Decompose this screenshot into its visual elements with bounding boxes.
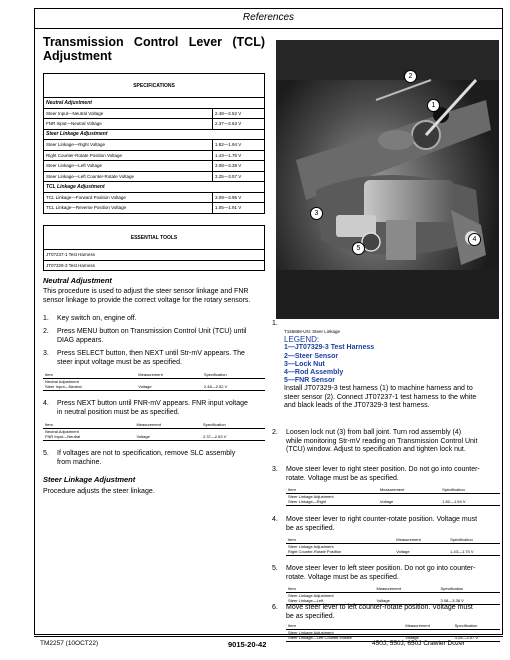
legend-item: 4—Rod Assembly [284,369,344,377]
photo-illustration [276,40,499,319]
callout-4: 4 [468,233,481,246]
callout-1: 1 [427,99,440,112]
table-group: Steer Linkage Adjustment [288,629,334,635]
step-text: and black leads of the JT07329-3 test harness. [284,401,430,409]
step-number: 2. [43,328,49,335]
step-text: Install JT07329-3 test harness (1) to machine harness and to [284,385,473,393]
spec-group: TCL Linkage Adjustment [44,182,265,193]
spec-row [44,161,265,172]
step-text: Move steer lever to left counter-rotate position. Voltage must [286,604,473,611]
spec-group: Steer Linkage Adjustment [44,129,265,140]
step-text: while monitoring Str-mV reading on Transmission Control Unit [286,437,478,445]
neutral-adjustment-heading: Neutral Adjustment [43,276,112,285]
table-group: Steer Linkage Adjustment [288,543,334,549]
spec-value: 1.43—1.75 V [213,150,265,161]
col-item: Item [286,487,378,493]
table-label: Steer Linkage—Right [286,499,378,505]
tool-label: JT07329-3 Test Harness [44,260,265,271]
tools-heading: ESSENTIAL TOOLS [44,226,265,250]
steer-right-table [286,487,500,506]
page-title [43,35,265,63]
step-text: DIAG appears. [57,336,104,344]
spec-label: Steer Linkage—Left Voltage [44,161,213,172]
footer-doc-id: TM2257 (10OCT22) [40,640,99,647]
legend-item: 1—JT07329-3 Test Harness [284,344,375,352]
spec-value: 1.05—1.91 V [213,203,265,214]
col-measurement: Measurement [403,623,452,629]
legend-item: 5—FNR Sensor [284,377,335,385]
step-text: steer input voltage must be as specified. [57,358,182,366]
title-word: Lever [188,35,223,49]
title-word: Transmission [43,35,124,49]
spec-label: Right Counter-Rotate Position Voltage [44,150,213,161]
step-number: 2. [272,429,278,436]
col-item: Item [43,422,134,428]
col-spec: Specification [453,623,500,629]
neutral-fnr-table [43,422,265,441]
legend-item: 3—Lock Nut [284,360,325,368]
step-text: be as specified. [286,612,335,620]
col-item: Item [43,372,136,378]
callout-5: 5 [352,242,365,255]
step-text: from machine. [57,458,102,466]
step-text: Move steer lever to left steer position. Do not go into counter- [286,565,476,572]
footer-divider [34,636,503,637]
section-header: References [242,12,295,23]
step-text: (TCU) window. Adjust to specification and tighten lock nut. [286,446,466,453]
specifications-heading: SPECIFICATIONS [44,74,265,98]
neutral-steer-table [43,372,265,391]
table-value: 1.82—1.94 V [440,499,500,505]
step-text: steer sensor (2). Connect JT07237-1 test harness to the white [284,393,477,401]
spec-label: TCL Linkage—Forward Position Voltage [44,192,213,203]
legend-title: LEGEND: [284,335,320,345]
table-label: FNR Input—Neutral [43,434,134,440]
step-text: Move steer lever to right steer position. Do not go into counter- [286,466,480,473]
table-label: Steer Input—Neutral [43,384,136,390]
page-content [34,8,503,641]
step-text: Key switch on, engine off. [57,315,137,322]
col-item: Item [286,623,403,629]
table-measurement: Voltage [136,384,202,390]
right-step-1-number: 1. [272,320,278,327]
title-line-2: Adjustment [43,49,112,63]
table-measurement: Voltage [374,598,438,604]
table-measurement: Voltage [394,549,448,555]
table-measurement: Voltage [378,499,440,505]
col-measurement: Measurement [374,586,438,592]
step-text: Move steer lever to right counter-rotate position. Voltage must [286,516,478,523]
col-item: Item [286,586,374,592]
essential-tools-table [43,225,265,271]
table-value: 3.25—3.57 V [453,635,500,641]
col-measurement: Measurement [378,487,440,493]
step-text: Press SELECT button, then NEXT until Str-mV appears. The [57,350,245,357]
spec-label: Steer Linkage—Left Counter-Rotate Voltage [44,171,213,182]
step-text: Press MENU button on Transmission Control Unit (TCU) until [57,328,247,335]
table-label: Steer Linkage—Left Counter-Rotate [286,635,403,641]
step-text: in neutral position must be as specified. [57,408,180,416]
callout-3: 3 [310,207,323,220]
neutral-intro [43,288,265,305]
col-measurement: Measurement [394,537,448,543]
spec-value: 2.37—2.63 V [213,119,265,130]
tool-row [44,260,265,271]
table-group: Steer Linkage Adjustment [288,592,334,598]
spec-group: Neutral Adjustment [44,98,265,109]
col-measurement: Measurement [134,422,201,428]
spec-row [44,192,265,203]
spec-label: Steer Input—Neutral Voltage [44,108,213,119]
tool-label: JT07237-1 Test Harness [44,250,265,261]
callout-2: 2 [404,70,417,83]
step-number: 4. [272,516,278,523]
step-text: Press NEXT button until FNR-mV appears. FNR input voltage [57,400,248,407]
intro-line: This procedure is used to adjust the steer sensor linkage and FNR [43,288,249,295]
left-counter-rotate-table [286,623,500,642]
table-value: 2.37—2.63 V [201,434,265,440]
tool-row [44,250,265,261]
step-number: 5. [272,565,278,572]
step-number: 3. [272,466,278,473]
step-text: Loosen lock nut (3) from ball joint. Turn rod assembly (4) [286,429,462,436]
col-measurement: Measurement [136,372,202,378]
table-value: 1.43—1.75 V [448,549,500,555]
spec-row [44,203,265,214]
spec-value: 1.82—1.94 V [213,140,265,151]
spec-value: 3.25—3.57 V [213,171,265,182]
col-spec: Specification [202,372,265,378]
table-value: 2.48—2.52 V [202,384,265,390]
step-text: rotate. Voltage must be as specified. [286,573,399,581]
step-text: be as specified. [286,524,335,532]
title-word: (TCL) [232,35,265,49]
spec-row [44,150,265,161]
col-spec: Specification [440,487,500,493]
footer-model: 450J, 550J, 650J Crawler Dozer [372,640,465,647]
step-text: rotate. Voltage must be as specified. [286,474,399,482]
title-word: Control [133,35,179,49]
table-measurement: Voltage [403,635,452,641]
table-label: Steer Linkage—Left [286,598,374,604]
spec-label: FNR Input—Neutral Voltage [44,119,213,130]
table-measurement: Voltage [134,434,201,440]
steer-linkage-heading: Steer Linkage Adjustment [43,475,136,484]
col-spec: Specification [448,537,500,543]
table-value: 3.08—3.38 V [438,598,500,604]
footer-page-number: 9015-20-42 [228,640,267,649]
table-group: Steer Linkage Adjustment [288,493,334,499]
step-number: 4. [43,400,49,407]
step-number: 3. [43,350,49,357]
spec-row [44,119,265,130]
col-spec: Specification [201,422,265,428]
step-text: If voltages are not to specification, remove SLC assembly [57,450,236,457]
spec-value: 3.08—3.38 V [213,161,265,172]
legend-item: 2—Steer Sensor [284,352,339,360]
col-item: Item [286,537,394,543]
table-group: Neutral Adjustment [45,428,79,434]
steer-linkage-photo [276,40,499,319]
figure-id: T155868-UN: Steer Linkage [284,329,341,334]
intro-line: sensor linkage to provide the correct voltage for the rotary sensors. [43,296,251,304]
spec-row [44,108,265,119]
specifications-table [43,73,265,214]
spec-label: Steer Linkage—Right Voltage [44,140,213,151]
table-label: Right Counter-Rotate Position [286,549,394,555]
step-number: 1. [43,315,49,322]
spec-row [44,140,265,151]
steer-linkage-intro: Procedure adjusts the steer linkage. [43,488,155,495]
right-counter-rotate-table [286,537,500,556]
spec-label: TCL Linkage—Reverse Position Voltage [44,203,213,214]
figure-legend [284,328,499,410]
col-spec: Specification [438,586,500,592]
step-number: 5. [43,450,49,457]
spec-value: 3.09—3.95 V [213,192,265,203]
spec-row [44,171,265,182]
steer-left-table [286,586,500,605]
table-group: Neutral Adjustment [45,378,79,384]
spec-value: 2.48—2.52 V [213,108,265,119]
step-number: 6. [272,604,278,611]
